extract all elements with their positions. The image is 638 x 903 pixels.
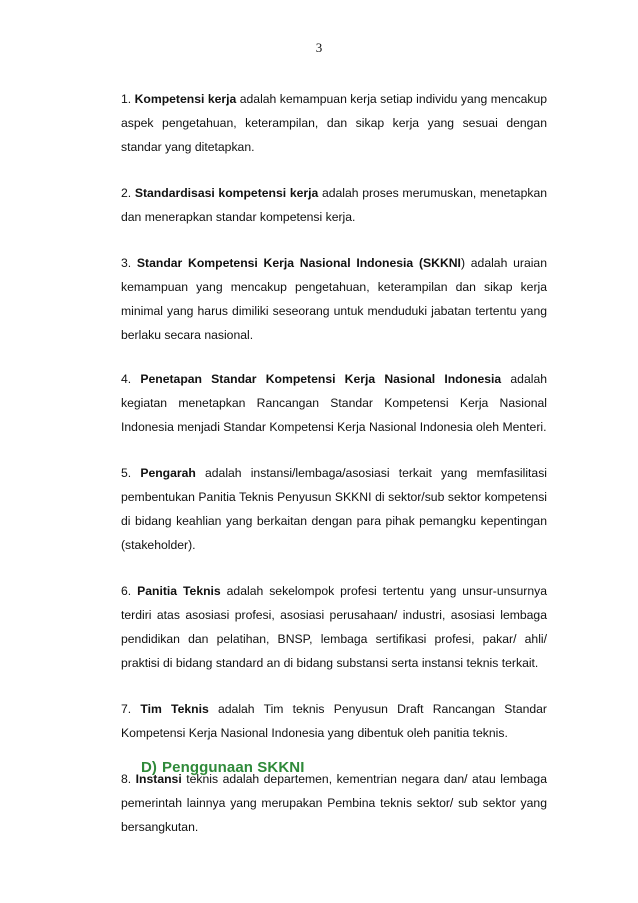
definition-item [121, 461, 547, 557]
definition-item [121, 579, 547, 675]
definition-term: Tim Teknis [140, 702, 209, 716]
definitions-list [121, 87, 547, 839]
definition-item [121, 767, 547, 839]
definition-item [121, 251, 547, 347]
definition-text: adalah instansi/lembaga/asosiasi terkait yang memfasilitasi pembentukan Panitia Teknis Penyusun SKKNI di sektor/sub sektor kompetensi di bidang keahlian yang berkaitan dengan para pihak pemangku kepentingan (stakeholder). [121, 466, 548, 552]
section-heading-title: Penggunaan SKKNI [162, 759, 305, 776]
definition-term: Instansi [135, 772, 182, 786]
section-heading-letter: D) [141, 759, 158, 776]
definition-text: adalah kegiatan menetapkan Rancangan Standar Kompetensi Kerja Nasional Indonesia menjadi Standar Kompetensi Kerja Nasional Indonesia oleh Menteri. [121, 372, 547, 434]
item-number: 6. [121, 584, 132, 598]
item-number: 3. [121, 256, 132, 270]
item-number: 5. [121, 466, 132, 480]
definition-item [121, 87, 547, 159]
definition-term: Standar Kompetensi Kerja Nasional Indonesia (SKKNI [136, 256, 461, 270]
definition-term: Penetapan Standar Kompetensi Kerja Nasional Indonesia [140, 372, 502, 386]
definition-text: ) adalah uraian kemampuan yang mencakup pengetahuan, keterampilan dan sikap kerja minimal yang harus dimiliki seseorang untuk menduduki jabatan tertentu yang berlaku secara nasional. [121, 256, 547, 342]
page-number: 3 [315, 40, 323, 55]
definition-item [121, 367, 547, 439]
definition-text: teknis adalah departemen, kementrian negara dan/ atau lembaga pemerintah lainnya yang merupakan Pembina teknis sektor/ sub sektor yang bersangkutan. [121, 772, 547, 834]
item-number: 2. [121, 186, 132, 200]
item-number: 8. [121, 772, 132, 786]
definition-term: Panitia Teknis [137, 584, 221, 598]
definition-term: Pengarah [140, 466, 196, 480]
item-number: 7. [121, 702, 132, 716]
definition-item [121, 697, 547, 745]
item-number: 1. [121, 92, 132, 106]
definition-item [121, 181, 547, 229]
section-heading [141, 759, 304, 776]
definition-text: adalah proses merumuskan, menetapkan dan menerapkan standar kompetensi kerja. [121, 186, 547, 224]
definition-term: Standardisasi kompetensi kerja [134, 186, 319, 200]
item-number: 4. [121, 372, 132, 386]
definition-text: adalah sekelompok profesi tertentu yang unsur-unsurnya terdiri atas asosiasi profesi, asosiasi perusahaan/ industri, asosiasi lembaga pendidikan dan pelatihan, BNSP, lembaga sertifikasi profesi, pakar/ ahli/ praktisi di bidang standard an di bidang substansi serta instansi teknis terkait. [121, 584, 547, 670]
definition-term: Kompetensi kerja [134, 92, 237, 106]
definition-text: adalah Tim teknis Penyusun Draft Rancangan Standar Kompetensi Kerja Nasional Indonesia yang dibentuk oleh panitia teknis. [121, 702, 547, 740]
definition-text: adalah kemampuan kerja setiap individu yang mencakup aspek pengetahuan, keterampilan, dan sikap kerja yang sesuai dengan standar yang ditetapkan. [121, 92, 548, 154]
